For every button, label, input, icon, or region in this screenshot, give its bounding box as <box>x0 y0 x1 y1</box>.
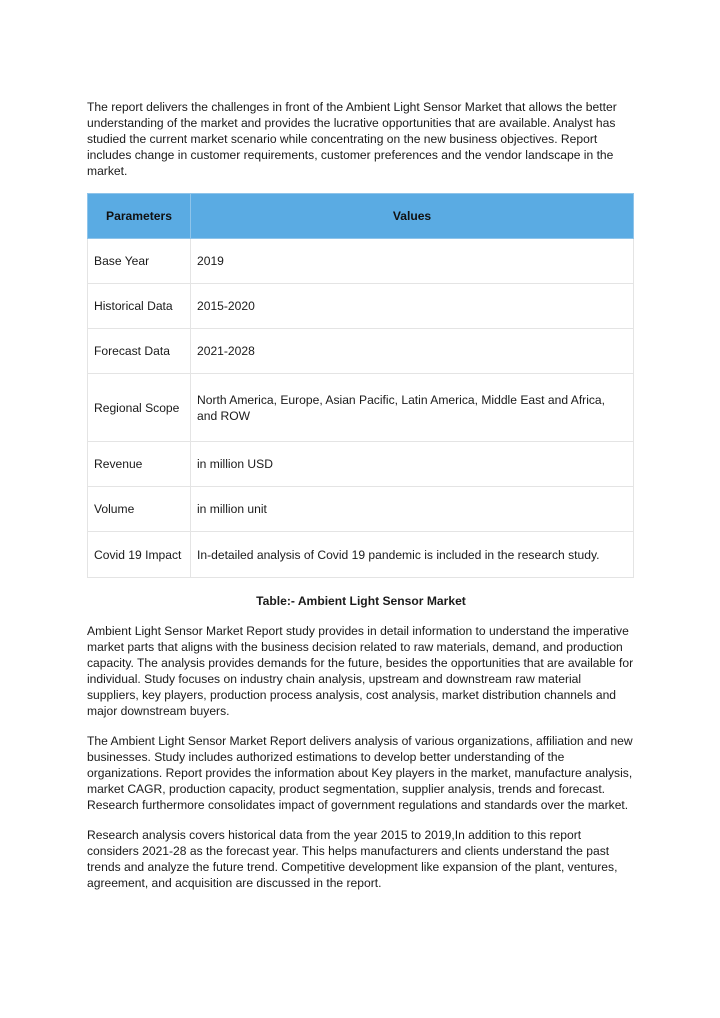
param-cell: Covid 19 Impact <box>88 532 191 578</box>
intro-paragraph: The report delivers the challenges in front of the Ambient Light Sensor Market that allows the better understanding of the market and provides the lucrative opportunities that are available. Analyst has studied the current market scenario while concentrating on the new business objectives. Report includes change in customer requirements, customer preferences and the vendor landscape in the market. <box>87 100 617 178</box>
table-caption: Table:- Ambient Light Sensor Market <box>256 594 466 608</box>
value-cell: 2019 <box>191 239 634 284</box>
param-cell: Revenue <box>88 442 191 487</box>
value-cell: in million unit <box>191 487 634 532</box>
value-cell: 2021-2028 <box>191 329 634 374</box>
parameters-header: Parameters <box>88 194 191 239</box>
value-cell: 2015-2020 <box>191 284 634 329</box>
param-cell: Volume <box>88 487 191 532</box>
table-row <box>88 532 634 578</box>
table-row <box>88 487 634 532</box>
body-paragraph: Ambient Light Sensor Market Report study provides in detail information to understand the imperative market parts that aligns with the business decision related to raw materials, demand, and production capacity. The analysis provides demands for the future, besides the opportunities that are available for individual. Study focuses on industry chain analysis, upstream and downstream raw material suppliers, key players, production process analysis, cost analysis, market distribution channels and major downstream buyers. <box>87 624 634 718</box>
parameters-table <box>87 193 634 578</box>
param-cell: Base Year <box>88 239 191 284</box>
document-content <box>87 99 635 905</box>
value-cell: North America, Europe, Asian Pacific, Latin America, Middle East and Africa, and ROW <box>191 374 634 442</box>
body-paragraph: Research analysis covers historical data from the year 2015 to 2019,In addition to this report considers 2021-28 as the forecast year. This helps manufacturers and clients understand the past trends and analyze the future trend. Competitive development like expansion of the plant, ventures, agreement, and acquisition are discussed in the report. <box>87 828 618 890</box>
value-cell: In-detailed analysis of Covid 19 pandemic is included in the research study. <box>191 532 634 578</box>
body-paragraph: The Ambient Light Sensor Market Report delivers analysis of various organizations, affiliation and new businesses. Study includes authorized estimations to develop better understanding of the organizations. Report provides the information about Key players in the market, manufacture analysis, market CAGR, production capacity, product segmentation, supplier analysis, trends and forecast. Research furthermore consolidates impact of government regulations and standards over the market. <box>87 734 633 812</box>
param-cell: Historical Data <box>88 284 191 329</box>
table-row <box>88 374 634 442</box>
table-header-row <box>88 194 634 239</box>
values-header: Values <box>191 194 634 239</box>
table-row <box>88 442 634 487</box>
value-cell: in million USD <box>191 442 634 487</box>
param-cell: Regional Scope <box>88 374 191 442</box>
table-row <box>88 284 634 329</box>
param-cell: Forecast Data <box>88 329 191 374</box>
table-row <box>88 329 634 374</box>
table-row <box>88 239 634 284</box>
